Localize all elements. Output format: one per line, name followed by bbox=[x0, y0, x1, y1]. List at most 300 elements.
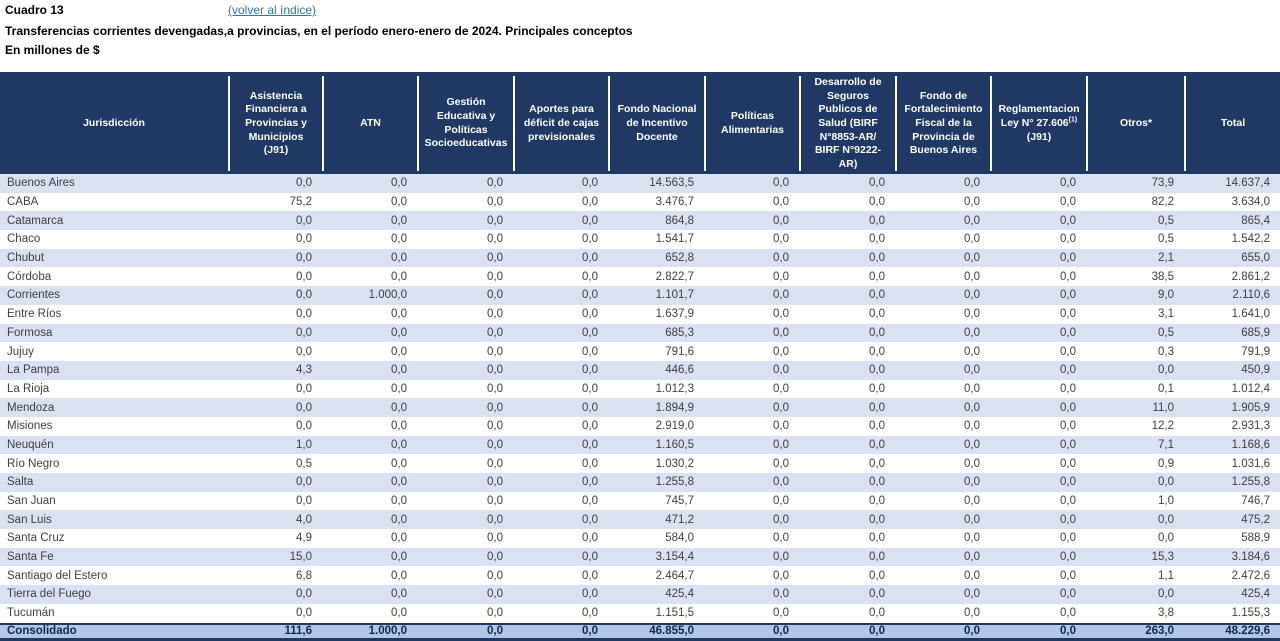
value-cell: 0,0 bbox=[773, 438, 789, 451]
value-cell: 0,0 bbox=[773, 308, 789, 321]
jurisdiction-cell: San Luis bbox=[7, 513, 52, 526]
value-cell: 0,0 bbox=[773, 495, 789, 508]
value-cell: 7,1 bbox=[1158, 438, 1174, 451]
column-header-gestion-educativa: Gestión Educativa y Políticas Socioeducativas bbox=[417, 76, 513, 171]
value-cell: 0,0 bbox=[487, 364, 503, 377]
value-cell: 0,0 bbox=[487, 308, 503, 321]
value-cell: 0,5 bbox=[1158, 233, 1174, 246]
value-cell: 1.894,9 bbox=[655, 401, 694, 414]
value-cell: 0,0 bbox=[773, 607, 789, 620]
value-cell: 0,0 bbox=[487, 588, 503, 601]
value-cell: 0,0 bbox=[964, 382, 980, 395]
value-cell: 0,0 bbox=[773, 270, 789, 283]
value-cell: 1.637,9 bbox=[655, 308, 694, 321]
value-cell: 0,0 bbox=[582, 177, 598, 190]
value-cell: 0,0 bbox=[964, 625, 980, 638]
value-cell: 0,0 bbox=[964, 420, 980, 433]
value-cell: 584,0 bbox=[665, 532, 694, 545]
value-cell: 0,0 bbox=[487, 270, 503, 283]
value-cell: 1.101,7 bbox=[655, 289, 694, 302]
value-cell: 3.154,4 bbox=[655, 551, 694, 564]
column-header-total: Total bbox=[1184, 76, 1280, 171]
value-cell: 0,0 bbox=[391, 270, 407, 283]
value-cell: 0,0 bbox=[487, 513, 503, 526]
value-cell: 1.030,2 bbox=[655, 457, 694, 470]
value-cell: 0,0 bbox=[869, 607, 885, 620]
value-cell: 15,3 bbox=[1151, 551, 1174, 564]
value-cell: 0,0 bbox=[391, 438, 407, 451]
value-cell: 865,4 bbox=[1241, 214, 1270, 227]
value-cell: 11,0 bbox=[1152, 401, 1174, 414]
value-cell: 0,0 bbox=[964, 345, 980, 358]
value-cell: 0,0 bbox=[1060, 420, 1076, 433]
value-cell: 0,0 bbox=[391, 196, 407, 209]
value-cell: 0,0 bbox=[487, 420, 503, 433]
value-cell: 0,0 bbox=[869, 177, 885, 190]
back-to-index-link[interactable]: (volver al índice) bbox=[228, 3, 317, 17]
value-cell: 0,0 bbox=[582, 233, 598, 246]
value-cell: 685,3 bbox=[665, 326, 694, 339]
value-cell: 0,0 bbox=[1060, 345, 1076, 358]
value-cell: 1.151,5 bbox=[655, 607, 694, 620]
value-cell: 0,0 bbox=[773, 326, 789, 339]
value-cell: 0,0 bbox=[869, 457, 885, 470]
value-cell: 0,0 bbox=[869, 364, 885, 377]
value-cell: 0,0 bbox=[487, 382, 503, 395]
value-cell: 0,0 bbox=[487, 252, 503, 265]
jurisdiction-cell: Córdoba bbox=[7, 270, 52, 283]
jurisdiction-cell: Catamarca bbox=[7, 214, 64, 227]
value-cell: 46.855,0 bbox=[649, 625, 694, 638]
jurisdiction-cell: Consolidado bbox=[7, 625, 77, 638]
value-cell: 0,0 bbox=[869, 382, 885, 395]
table-row bbox=[0, 324, 1280, 343]
table-row bbox=[0, 510, 1280, 529]
table-row bbox=[0, 230, 1280, 249]
column-header-jurisdiccion: Jurisdicción bbox=[83, 116, 145, 129]
column-header-fondo-fortalecimiento-fiscal: Fondo de Fortalecimiento Fiscal de la Provincia de Buenos Aires bbox=[895, 76, 990, 171]
value-cell: 0,0 bbox=[296, 308, 312, 321]
value-cell: 0,0 bbox=[773, 532, 789, 545]
value-cell: 0,0 bbox=[487, 177, 503, 190]
value-cell: 0,0 bbox=[391, 495, 407, 508]
value-cell: 0,0 bbox=[296, 420, 312, 433]
value-cell: 0,0 bbox=[869, 495, 885, 508]
value-cell: 1.542,2 bbox=[1231, 233, 1270, 246]
jurisdiction-cell: Santa Fe bbox=[7, 551, 54, 564]
value-cell: 111,6 bbox=[284, 625, 312, 638]
value-cell: 14.637,4 bbox=[1225, 177, 1270, 190]
value-cell: 0,0 bbox=[582, 382, 598, 395]
value-cell: 1.255,8 bbox=[1231, 476, 1270, 489]
value-cell: 0,0 bbox=[964, 308, 980, 321]
value-cell: 0,0 bbox=[582, 364, 598, 377]
value-cell: 0,0 bbox=[487, 457, 503, 470]
value-cell: 0,0 bbox=[582, 551, 598, 564]
value-cell: 0,0 bbox=[582, 289, 598, 302]
value-cell: 0,0 bbox=[391, 401, 407, 414]
value-cell: 0,0 bbox=[391, 420, 407, 433]
value-cell: 1.641,0 bbox=[1231, 308, 1270, 321]
value-cell: 4,3 bbox=[296, 364, 312, 377]
value-cell: 0,0 bbox=[296, 233, 312, 246]
value-cell: 0,0 bbox=[582, 457, 598, 470]
jurisdiction-cell: Neuquén bbox=[7, 438, 54, 451]
value-cell: 475,2 bbox=[1241, 513, 1270, 526]
value-cell: 0,0 bbox=[1158, 513, 1174, 526]
value-cell: 0,0 bbox=[296, 214, 312, 227]
value-cell: 0,0 bbox=[964, 457, 980, 470]
value-cell: 0,0 bbox=[869, 308, 885, 321]
value-cell: 0,0 bbox=[1060, 457, 1076, 470]
value-cell: 3.634,0 bbox=[1231, 196, 1270, 209]
value-cell: 0,0 bbox=[773, 457, 789, 470]
value-cell: 0,0 bbox=[773, 252, 789, 265]
value-cell: 0,0 bbox=[582, 308, 598, 321]
jurisdiction-cell: Santa Cruz bbox=[7, 532, 65, 545]
value-cell: 0,0 bbox=[964, 607, 980, 620]
value-cell: 0,0 bbox=[296, 177, 312, 190]
value-cell: 1.155,3 bbox=[1231, 607, 1270, 620]
value-cell: 1.012,3 bbox=[655, 382, 694, 395]
value-cell: 0,0 bbox=[296, 401, 312, 414]
value-cell: 0,0 bbox=[487, 569, 503, 582]
value-cell: 0,0 bbox=[964, 513, 980, 526]
value-cell: 791,6 bbox=[665, 345, 694, 358]
value-cell: 2,1 bbox=[1158, 252, 1174, 265]
value-cell: 0,0 bbox=[487, 625, 503, 638]
value-cell: 1.541,7 bbox=[655, 233, 694, 246]
value-cell: 0,0 bbox=[773, 382, 789, 395]
value-cell: 0,0 bbox=[964, 401, 980, 414]
value-cell: 0,0 bbox=[773, 588, 789, 601]
value-cell: 0,0 bbox=[296, 289, 312, 302]
value-cell: 0,0 bbox=[1060, 326, 1076, 339]
value-cell: 0,0 bbox=[1158, 476, 1174, 489]
value-cell: 0,0 bbox=[1060, 438, 1076, 451]
value-cell: 0,0 bbox=[773, 569, 789, 582]
table-row bbox=[0, 361, 1280, 380]
jurisdiction-cell: Chubut bbox=[7, 252, 45, 265]
value-cell: 4,0 bbox=[296, 513, 312, 526]
value-cell: 0,0 bbox=[391, 214, 407, 227]
value-cell: 0,0 bbox=[869, 252, 885, 265]
value-cell: 2.931,3 bbox=[1231, 420, 1270, 433]
value-cell: 0,0 bbox=[487, 476, 503, 489]
value-cell: 0,0 bbox=[391, 233, 407, 246]
value-cell: 446,6 bbox=[665, 364, 694, 377]
value-cell: 0,0 bbox=[869, 625, 885, 638]
table-row bbox=[0, 305, 1280, 324]
value-cell: 0,0 bbox=[964, 233, 980, 246]
jurisdiction-cell: Mendoza bbox=[7, 401, 55, 414]
table-row bbox=[0, 604, 1280, 623]
value-cell: 1.160,5 bbox=[655, 438, 694, 451]
value-cell: 0,0 bbox=[1060, 495, 1076, 508]
value-cell: 0,0 bbox=[1060, 177, 1076, 190]
value-cell: 588,9 bbox=[1241, 532, 1270, 545]
value-cell: 0,0 bbox=[964, 364, 980, 377]
value-cell: 0,0 bbox=[391, 382, 407, 395]
value-cell: 0,0 bbox=[296, 326, 312, 339]
value-cell: 0,0 bbox=[582, 569, 598, 582]
value-cell: 38,5 bbox=[1151, 270, 1174, 283]
value-cell: 0,0 bbox=[582, 401, 598, 414]
value-cell: 0,0 bbox=[1060, 382, 1076, 395]
value-cell: 791,9 bbox=[1241, 345, 1270, 358]
value-cell: 0,0 bbox=[964, 569, 980, 582]
value-cell: 0,0 bbox=[582, 495, 598, 508]
table-row bbox=[0, 286, 1280, 305]
jurisdiction-cell: CABA bbox=[7, 196, 39, 209]
value-cell: 0,5 bbox=[1158, 214, 1174, 227]
column-header-aportes-deficit-cajas: Aportes para déficit de cajas previsionales bbox=[513, 76, 608, 171]
value-cell: 0,0 bbox=[391, 588, 407, 601]
jurisdiction-cell: Jujuy bbox=[7, 345, 34, 358]
jurisdiction-cell: Tierra del Fuego bbox=[7, 588, 91, 601]
value-cell: 2.861,2 bbox=[1231, 270, 1270, 283]
value-cell: 0,0 bbox=[582, 420, 598, 433]
value-cell: 0,0 bbox=[391, 569, 407, 582]
value-cell: 0,0 bbox=[1060, 476, 1076, 489]
jurisdiction-cell: Tucumán bbox=[7, 607, 55, 620]
table-header-row bbox=[0, 72, 1280, 174]
value-cell: 9,0 bbox=[1158, 289, 1174, 302]
title-row bbox=[5, 3, 1280, 22]
value-cell: 0,0 bbox=[1060, 364, 1076, 377]
value-cell: 0,0 bbox=[869, 532, 885, 545]
value-cell: 0,0 bbox=[582, 196, 598, 209]
value-cell: 0,0 bbox=[964, 476, 980, 489]
column-header-politicas-alimentarias: Políticas Alimentarias bbox=[704, 76, 799, 171]
value-cell: 0,0 bbox=[869, 345, 885, 358]
value-cell: 14.563,5 bbox=[649, 177, 694, 190]
value-cell: 0,0 bbox=[582, 252, 598, 265]
value-cell: 1.905,9 bbox=[1231, 401, 1270, 414]
table-row bbox=[0, 548, 1280, 567]
table-row bbox=[0, 342, 1280, 361]
value-cell: 2.919,0 bbox=[655, 420, 694, 433]
value-cell: 0,0 bbox=[487, 196, 503, 209]
value-cell: 0,0 bbox=[773, 345, 789, 358]
table-row bbox=[0, 473, 1280, 492]
value-cell: 0,0 bbox=[582, 214, 598, 227]
jurisdiction-cell: Misiones bbox=[7, 420, 53, 433]
value-cell: 3.184,6 bbox=[1231, 551, 1270, 564]
value-cell: 745,7 bbox=[665, 495, 694, 508]
jurisdiction-cell: Santiago del Estero bbox=[7, 569, 108, 582]
value-cell: 0,0 bbox=[964, 588, 980, 601]
value-cell: 1.000,0 bbox=[368, 625, 407, 638]
value-cell: 0,0 bbox=[773, 513, 789, 526]
value-cell: 0,0 bbox=[296, 345, 312, 358]
value-cell: 3,8 bbox=[1158, 607, 1174, 620]
column-header-atn: ATN bbox=[322, 76, 417, 171]
value-cell: 0,0 bbox=[296, 252, 312, 265]
table-row bbox=[0, 267, 1280, 286]
value-cell: 0,0 bbox=[391, 326, 407, 339]
value-cell: 2.472,6 bbox=[1231, 569, 1270, 582]
value-cell: 1,1 bbox=[1158, 569, 1174, 582]
value-cell: 0,0 bbox=[582, 532, 598, 545]
value-cell: 0,0 bbox=[487, 214, 503, 227]
value-cell: 0,0 bbox=[487, 289, 503, 302]
value-cell: 0,0 bbox=[964, 495, 980, 508]
value-cell: 0,0 bbox=[773, 625, 789, 638]
value-cell: 0,0 bbox=[1060, 270, 1076, 283]
value-cell: 263,0 bbox=[1145, 625, 1174, 638]
value-cell: 746,7 bbox=[1241, 495, 1270, 508]
value-cell: 1,0 bbox=[296, 438, 312, 451]
table-label: Cuadro 13 bbox=[5, 3, 64, 17]
value-cell: 0,0 bbox=[582, 476, 598, 489]
table-row bbox=[0, 398, 1280, 417]
value-cell: 6,8 bbox=[296, 569, 312, 582]
column-header-fondo-incentivo-docente: Fondo Nacional de Incentivo Docente bbox=[608, 76, 704, 171]
value-cell: 0,0 bbox=[869, 401, 885, 414]
value-cell: 0,0 bbox=[487, 495, 503, 508]
table-row bbox=[0, 436, 1280, 455]
value-cell: 1.012,4 bbox=[1231, 382, 1270, 395]
value-cell: 0,0 bbox=[487, 607, 503, 620]
value-cell: 0,0 bbox=[773, 214, 789, 227]
value-cell: 0,0 bbox=[487, 326, 503, 339]
value-cell: 652,8 bbox=[665, 252, 694, 265]
value-cell: 15,0 bbox=[289, 551, 312, 564]
value-cell: 0,0 bbox=[391, 476, 407, 489]
value-cell: 0,0 bbox=[964, 214, 980, 227]
value-cell: 12,2 bbox=[1151, 420, 1174, 433]
value-cell: 0,0 bbox=[391, 532, 407, 545]
value-cell: 0,0 bbox=[582, 438, 598, 451]
value-cell: 0,0 bbox=[296, 588, 312, 601]
value-cell: 0,1 bbox=[1158, 382, 1174, 395]
value-cell: 0,0 bbox=[582, 345, 598, 358]
value-cell: 3,1 bbox=[1158, 308, 1174, 321]
value-cell: 0,0 bbox=[391, 364, 407, 377]
value-cell: 655,0 bbox=[1241, 252, 1270, 265]
column-header-reglamentacion-ley-27606: Reglamentacion Ley N° 27.606$^{(1)}$ (J91) bbox=[990, 76, 1086, 171]
value-cell: 3.476,7 bbox=[655, 196, 694, 209]
value-cell: 0,0 bbox=[582, 625, 598, 638]
table-row bbox=[0, 529, 1280, 548]
value-cell: 0,0 bbox=[869, 270, 885, 283]
value-cell: 0,0 bbox=[1060, 569, 1076, 582]
value-cell: 0,0 bbox=[964, 326, 980, 339]
jurisdiction-cell: Entre Ríos bbox=[7, 308, 62, 321]
value-cell: 0,0 bbox=[869, 214, 885, 227]
value-cell: 0,0 bbox=[869, 233, 885, 246]
value-cell: 0,0 bbox=[582, 588, 598, 601]
value-cell: 0,0 bbox=[773, 233, 789, 246]
value-cell: 0,0 bbox=[773, 420, 789, 433]
value-cell: 0,0 bbox=[391, 513, 407, 526]
value-cell: 0,0 bbox=[1060, 401, 1076, 414]
value-cell: 471,2 bbox=[665, 513, 694, 526]
value-cell: 0,0 bbox=[773, 476, 789, 489]
jurisdiction-cell: Chaco bbox=[7, 233, 41, 246]
value-cell: 0,0 bbox=[869, 588, 885, 601]
table-row bbox=[0, 492, 1280, 511]
table-row bbox=[0, 193, 1280, 212]
report-unit-label: En millones de $ bbox=[5, 43, 100, 57]
value-cell: 82,2 bbox=[1151, 196, 1174, 209]
value-cell: 0,0 bbox=[773, 289, 789, 302]
value-cell: 0,0 bbox=[773, 364, 789, 377]
value-cell: 0,0 bbox=[391, 177, 407, 190]
value-cell: 0,0 bbox=[1158, 588, 1174, 601]
value-cell: 0,0 bbox=[773, 551, 789, 564]
value-cell: 48.229,6 bbox=[1225, 625, 1270, 638]
value-cell: 0,0 bbox=[1060, 214, 1076, 227]
column-header-seguros-publicos-salud: Desarrollo de Seguros Publicos de Salud (BIRF N°8853-AR/ BIRF N°9222-AR) bbox=[799, 76, 895, 171]
value-cell: 0,0 bbox=[1060, 289, 1076, 302]
value-cell: 0,0 bbox=[869, 513, 885, 526]
value-cell: 0,0 bbox=[1060, 233, 1076, 246]
value-cell: 0,0 bbox=[391, 551, 407, 564]
table-row bbox=[0, 174, 1280, 193]
value-cell: 0,0 bbox=[964, 532, 980, 545]
value-cell: 0,0 bbox=[487, 551, 503, 564]
value-cell: 0,0 bbox=[296, 495, 312, 508]
table-row bbox=[0, 417, 1280, 436]
value-cell: 685,9 bbox=[1241, 326, 1270, 339]
table-row bbox=[0, 454, 1280, 473]
value-cell: 75,2 bbox=[289, 196, 312, 209]
column-header-otros: Otros* bbox=[1086, 76, 1184, 171]
value-cell: 425,4 bbox=[665, 588, 694, 601]
value-cell: 1,0 bbox=[1158, 495, 1174, 508]
value-cell: 425,4 bbox=[1241, 588, 1270, 601]
table-row bbox=[0, 249, 1280, 268]
jurisdiction-cell: Salta bbox=[7, 476, 34, 489]
value-cell: 0,0 bbox=[869, 289, 885, 302]
value-cell: 0,0 bbox=[296, 270, 312, 283]
value-cell: 0,0 bbox=[391, 457, 407, 470]
value-cell: 73,9 bbox=[1151, 177, 1174, 190]
value-cell: 0,0 bbox=[582, 270, 598, 283]
value-cell: 864,8 bbox=[665, 214, 694, 227]
value-cell: 0,0 bbox=[391, 345, 407, 358]
value-cell: 0,0 bbox=[1060, 196, 1076, 209]
value-cell: 0,5 bbox=[296, 457, 312, 470]
value-cell: 0,0 bbox=[1158, 532, 1174, 545]
value-cell: 2.822,7 bbox=[655, 270, 694, 283]
value-cell: 0,0 bbox=[773, 401, 789, 414]
table-row bbox=[0, 211, 1280, 230]
value-cell: 0,0 bbox=[1060, 252, 1076, 265]
value-cell: 0,0 bbox=[391, 252, 407, 265]
value-cell: 0,0 bbox=[964, 289, 980, 302]
jurisdiction-cell: Río Negro bbox=[7, 457, 60, 470]
value-cell: 2.110,6 bbox=[1232, 289, 1270, 302]
value-cell: 0,0 bbox=[296, 476, 312, 489]
table-row bbox=[0, 585, 1280, 604]
value-cell: 0,0 bbox=[1158, 364, 1174, 377]
column-header-asistencia-financiera: Asistencia Financiera a Provincias y Municipios (J91) bbox=[228, 76, 322, 171]
value-cell: 0,0 bbox=[773, 177, 789, 190]
value-cell: 0,0 bbox=[582, 607, 598, 620]
value-cell: 0,0 bbox=[869, 420, 885, 433]
value-cell: 1.000,0 bbox=[368, 289, 407, 302]
value-cell: 0,0 bbox=[487, 401, 503, 414]
table-row bbox=[0, 566, 1280, 585]
value-cell: 0,0 bbox=[487, 532, 503, 545]
jurisdiction-cell: La Rioja bbox=[7, 382, 50, 395]
table-total-row bbox=[0, 623, 1280, 641]
value-cell: 0,0 bbox=[869, 569, 885, 582]
value-cell: 1.031,6 bbox=[1231, 457, 1270, 470]
